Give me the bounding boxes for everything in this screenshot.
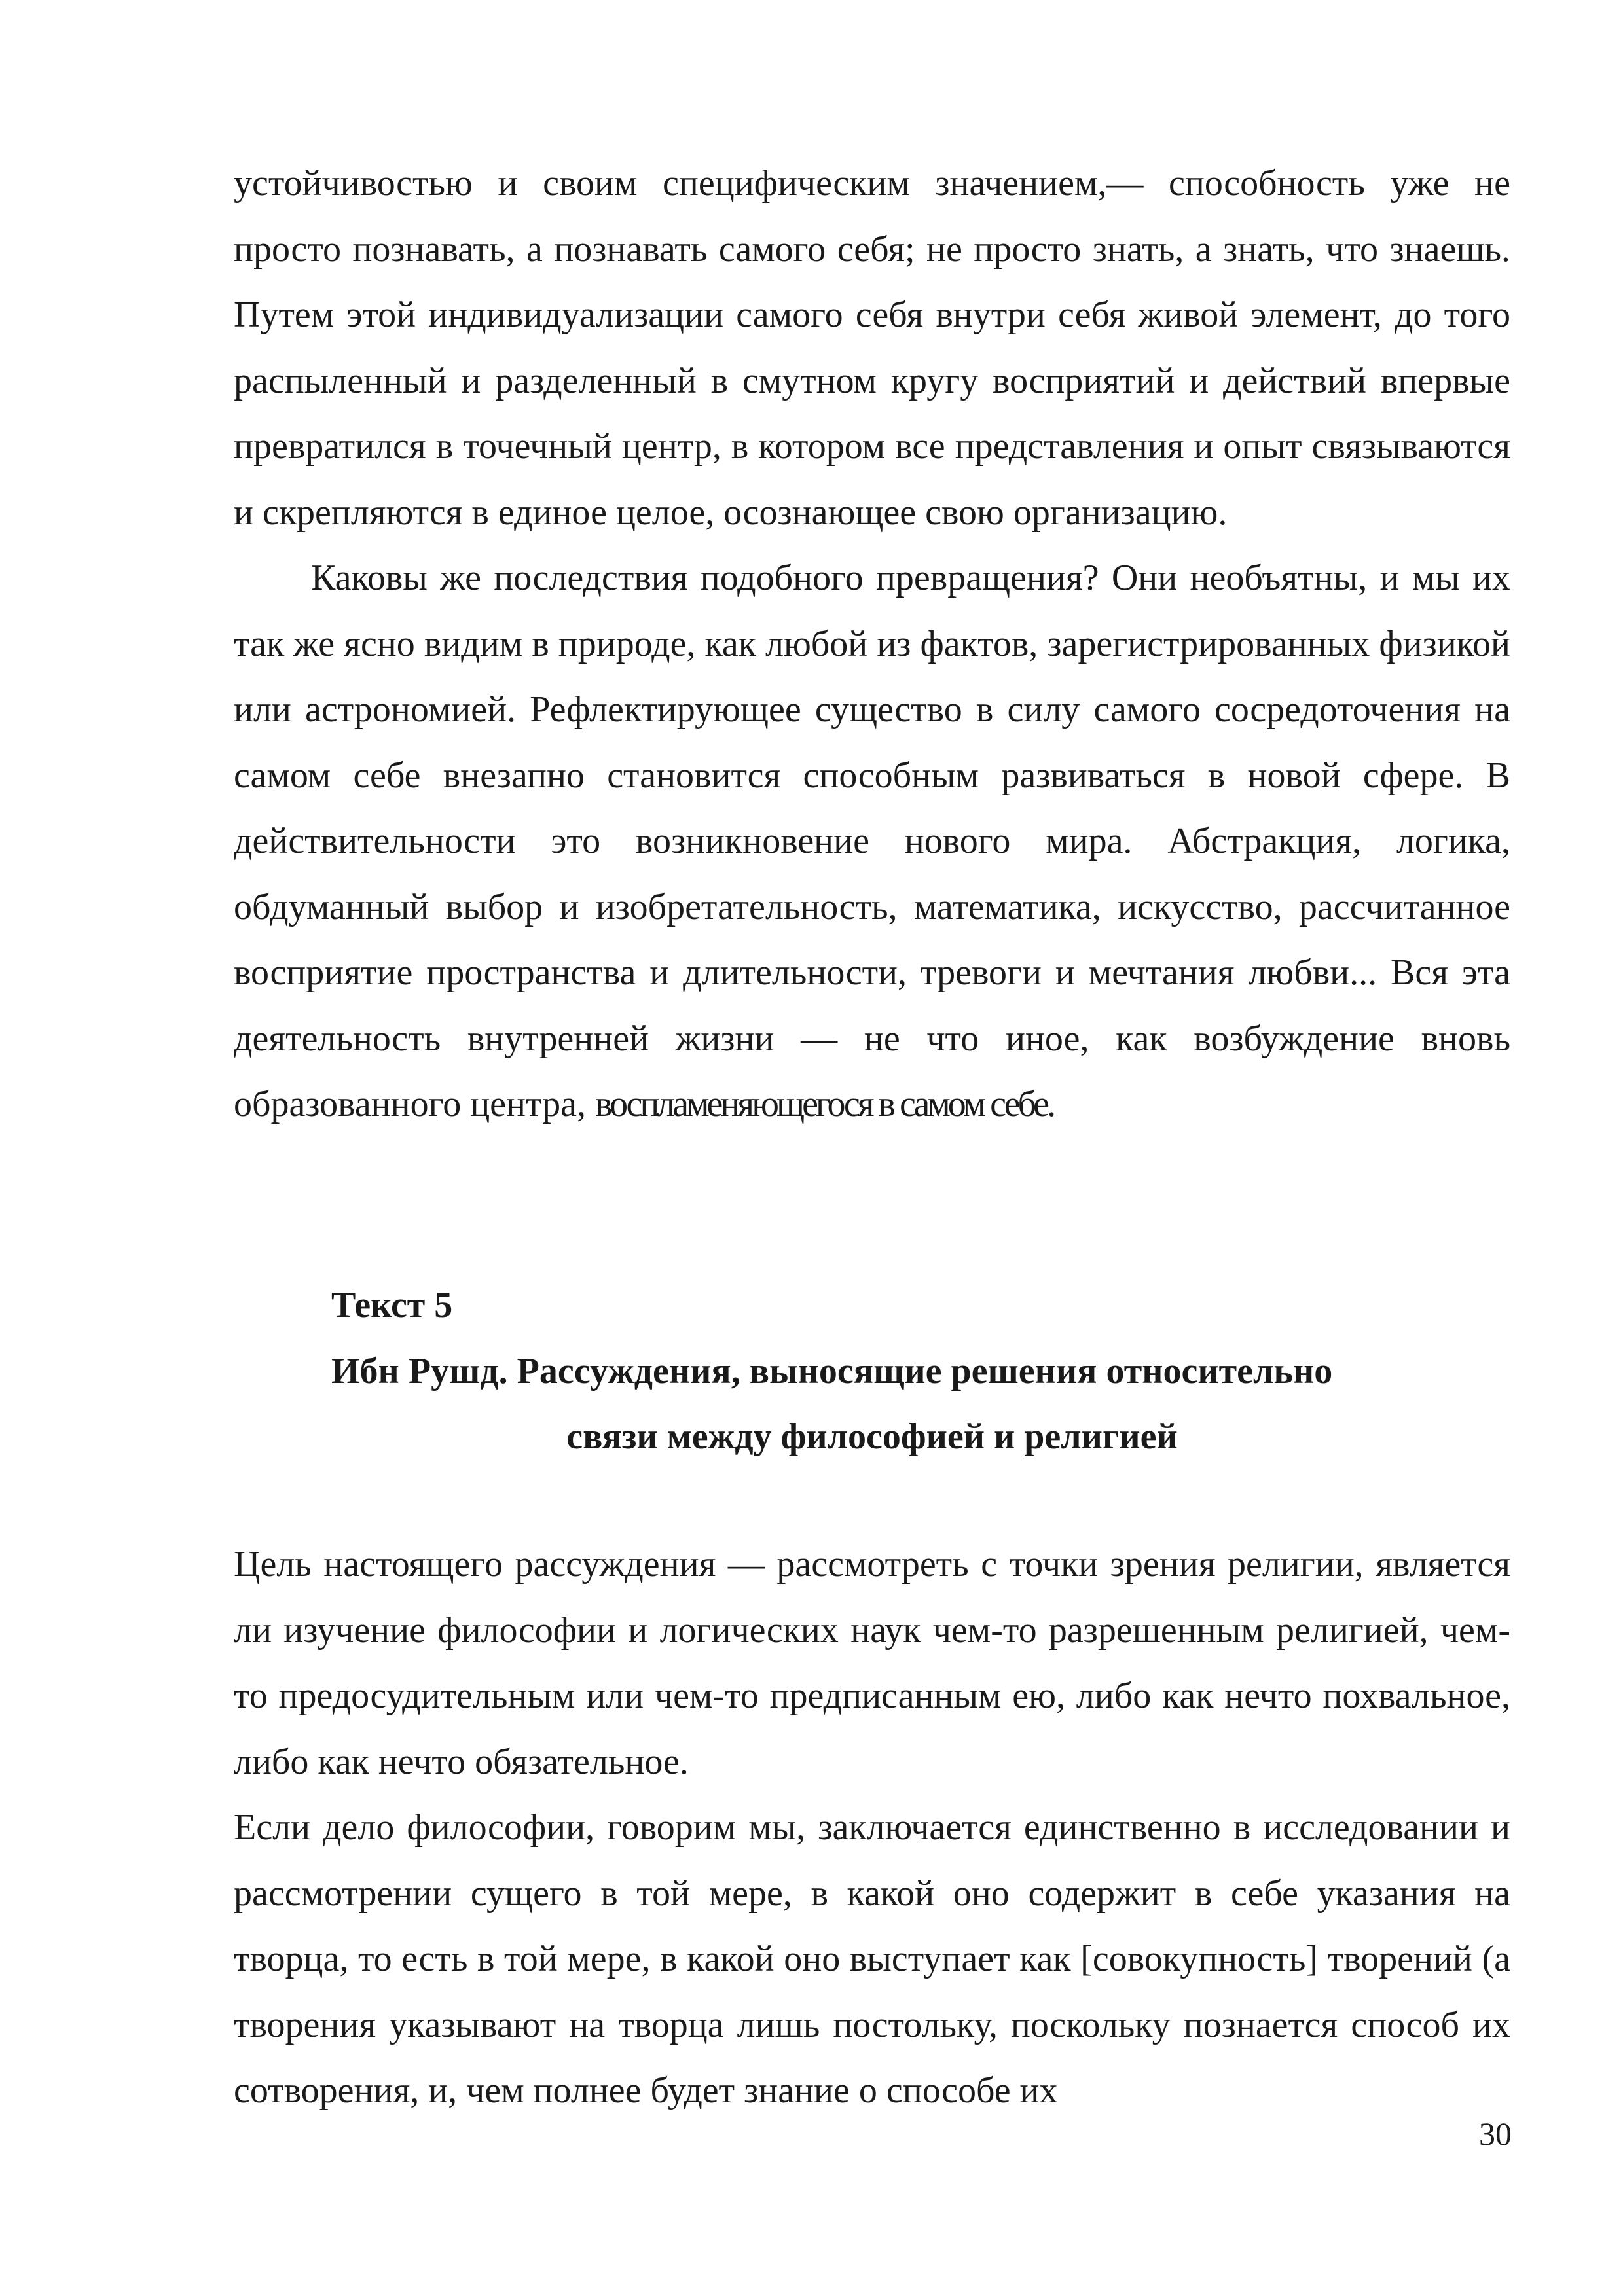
paragraph-1: устойчивостью и своим специфическим значением,— способность уже не просто познавать, а познавать самого себя; не просто знать, а знать, что знаешь. Путем этой индивидуализации самого себя внутри себя живой элемент, до того распыленный и разделенный в смутном кругу восприятий и действий впервые превратился в точечный центр, в котором все представления и опыт связываются и скрепляются в единое целое, осознающее свою организацию. <box>234 163 1510 533</box>
section-title-line-1: Ибн Рушд. Рассуждения, выносящие решения относительно <box>331 1351 1333 1391</box>
page-number: 30 <box>1479 2115 1512 2152</box>
body-text-bottom <box>234 1532 1510 2124</box>
section-title-line-2: связи между философией и религией <box>566 1416 1178 1457</box>
paragraph-2-main: Каковы же последствия подобного превращения? Они необъятны, и мы их так же ясно видим в природе, как любой из фактов, зарегистрированных физикой или астрономией. Рефлектирующее существо в силу самого сосредоточения на самом себе внезапно становится способным развиваться в новой сфере. В действительности это возникновение нового мира. Абстракция, логика, обдуманный выбор и изобретательность, математика, искусство, рассчитанное восприятие пространства и длительности, тревоги и мечтания любви... Вся эта деятельность внутренней жизни — не что иное, как возбуждение вновь образованного центра, <box>234 558 1510 1124</box>
paragraph-2 <box>234 545 1510 1138</box>
section-label: Текст 5 <box>331 1285 453 1325</box>
paragraph-3: Цель настоящего рассуждения — рассмотреть с точки зрения религии, является ли изучение философии и логических наук чем-то разрешенным религией, чем-то предосудительным или чем-то предписанным ею, либо как нечто похвальное, либо как нечто обязательное. <box>234 1544 1510 1782</box>
body-text-top <box>234 151 1510 1138</box>
paragraph-2-tail: воспламеняющегося в самом себе. <box>595 1084 1054 1124</box>
paragraph-4: Если дело философии, говорим мы, заключается единственно в исследовании и рассмотрении сущего в той мере, в какой оно содержит в себе указания на творца, то есть в той мере, в какой оно выступает как [совокупность] творений (а творения указывают на творца лишь постольку, поскольку познается способ их сотворения, и, чем полнее будет знание о способе их <box>234 1807 1510 2111</box>
